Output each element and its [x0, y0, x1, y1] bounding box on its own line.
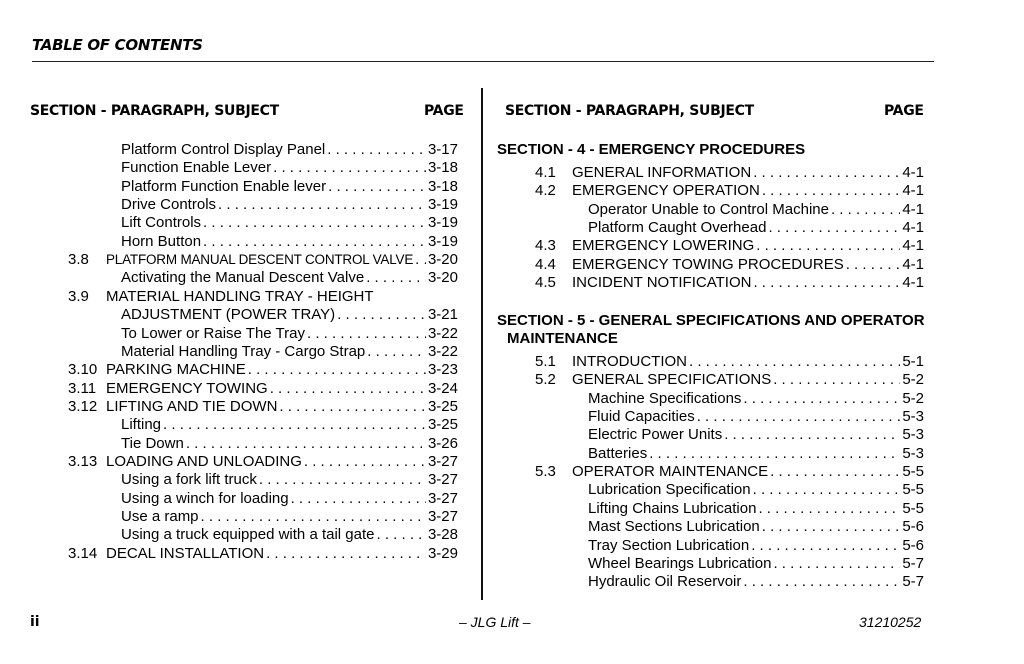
toc-dot-leader	[376, 526, 425, 544]
toc-entry-page: 5-1	[902, 353, 924, 370]
toc-dot-leader	[753, 274, 900, 292]
toc-entry-title: Electric Power Units	[588, 426, 723, 444]
toc-dot-leader	[366, 269, 426, 287]
right-column-subject-heading: SECTION - PARAGRAPH, SUBJECT	[505, 103, 754, 119]
toc-dot-leader	[203, 233, 426, 251]
toc-entry-number: 3.10	[68, 361, 98, 379]
toc-entry-title: Using a fork lift truck	[121, 471, 257, 489]
toc-dot-leader	[259, 471, 426, 489]
toc-entry-number: 4.4	[535, 255, 556, 273]
right-column-page-heading: PAGE	[884, 103, 924, 119]
toc-dot-leader	[831, 201, 900, 219]
toc-entry-page: 3-18	[427, 159, 458, 177]
toc-entry-title: Using a winch for loading	[121, 489, 289, 507]
toc-entry-page: 3-23	[427, 361, 458, 379]
toc-dot-leader	[689, 353, 900, 371]
toc-entry-page: 5-6	[902, 518, 924, 536]
toc-entry	[121, 159, 458, 177]
toc-entry	[121, 343, 458, 361]
toc-entry-page: 3-21	[427, 306, 458, 324]
toc-entry	[588, 408, 924, 426]
toc-entry-page: 3-25	[427, 416, 458, 434]
toc-entry-page: 3-27	[427, 452, 458, 470]
toc-entry-title: MATERIAL HANDLING TRAY - HEIGHT	[106, 287, 374, 305]
toc-entry-number: 5.1	[535, 353, 556, 370]
toc-dot-leader	[768, 219, 900, 237]
toc-dot-leader	[203, 214, 426, 232]
toc-entry-number: 3.14	[68, 544, 98, 562]
toc-entry-page: 3-27	[427, 508, 458, 525]
toc-entry-title: LOADING AND UNLOADING	[106, 452, 302, 470]
section-4-heading: SECTION - 4 - EMERGENCY PROCEDURES	[497, 141, 806, 158]
toc-dot-leader	[415, 251, 426, 269]
toc-dot-leader	[753, 164, 900, 182]
toc-entry	[121, 233, 458, 251]
toc-entry-page: 4-1	[902, 274, 924, 292]
toc-entry-title: INTRODUCTION	[572, 353, 687, 370]
toc-entry	[588, 426, 924, 444]
toc-entry-number: 4.2	[535, 182, 556, 200]
toc-entry-title: Material Handling Tray - Cargo Strap	[121, 342, 366, 360]
toc-entry-number: 3.11	[68, 379, 97, 397]
toc-entry-page: 3-19	[427, 196, 458, 214]
toc-dot-leader	[273, 159, 426, 177]
toc-entry	[121, 435, 458, 453]
toc-entry-page: 5-7	[902, 573, 924, 591]
toc-entry	[588, 537, 924, 555]
toc-entry	[121, 214, 458, 232]
left-column-page-heading: PAGE	[424, 103, 464, 119]
toc-dot-leader	[743, 390, 900, 408]
toc-entry-page: 3-19	[427, 232, 458, 250]
toc-entry-title: Hydraulic Oil Reservoir	[588, 573, 742, 591]
toc-entry	[588, 518, 924, 536]
toc-entry-page: 4-1	[902, 164, 924, 181]
toc-entry-number: 4.1	[535, 164, 556, 181]
toc-entry	[121, 490, 458, 508]
toc-entry-page: 5-6	[902, 536, 924, 554]
toc-entry-title: Use a ramp	[121, 508, 199, 525]
toc-dot-leader	[773, 555, 900, 573]
toc-entry	[535, 463, 924, 481]
toc-entry	[121, 416, 458, 434]
toc-entry-title: Tray Section Lubrication	[588, 536, 750, 554]
toc-dot-leader	[697, 408, 901, 426]
toc-dot-leader	[758, 500, 900, 518]
toc-entry-title: DECAL INSTALLATION	[106, 544, 265, 562]
toc-dot-leader	[304, 453, 426, 471]
toc-dot-leader	[279, 398, 426, 416]
toc-entry-title: Lifting Chains Lubrication	[588, 499, 757, 517]
toc-entry	[535, 371, 924, 389]
toc-dot-leader	[649, 445, 900, 463]
toc-entry-title: GENERAL INFORMATION	[572, 164, 752, 181]
toc-entry-page: 3-27	[427, 489, 458, 507]
toc-entry-number: 3.8	[68, 251, 89, 269]
toc-entry-title: Platform Control Display Panel	[121, 141, 326, 158]
toc-entry-page: 5-7	[902, 554, 924, 572]
toc-entry-page: 5-3	[902, 444, 924, 462]
toc-entry-page: 3-22	[427, 342, 458, 360]
section-5-heading-line1: SECTION - 5 - GENERAL SPECIFICATIONS AND OPERATOR	[497, 312, 925, 329]
toc-entry-title: Tie Down	[121, 434, 184, 452]
toc-entry-title: Batteries	[588, 444, 648, 462]
toc-entry-page: 3-20	[427, 251, 458, 269]
toc-entry	[68, 397, 458, 416]
toc-entry-title: Platform Caught Overhead	[588, 219, 767, 237]
toc-entry-title: LIFTING AND TIE DOWN	[106, 397, 278, 415]
toc-entry-title: ADJUSTMENT (POWER TRAY)	[121, 306, 336, 324]
toc-entry-page: 5-5	[902, 463, 924, 481]
toc-entry-title: INCIDENT NOTIFICATION	[572, 274, 752, 292]
toc-entry	[535, 353, 924, 371]
section-5-heading-line2: MAINTENANCE	[507, 330, 618, 347]
toc-entry	[588, 219, 924, 237]
toc-entry-title: Function Enable Lever	[121, 159, 272, 177]
toc-dot-leader	[770, 463, 900, 481]
toc-dot-leader	[753, 481, 901, 499]
toc-entry-page: 3-19	[427, 214, 458, 232]
toc-entry	[535, 255, 924, 274]
header-rule	[32, 61, 934, 62]
toc-entry-page: 4-1	[902, 237, 924, 255]
toc-entry-page: 5-3	[902, 408, 924, 426]
toc-entry-page: 3-27	[427, 471, 458, 489]
toc-dot-leader	[762, 182, 901, 200]
toc-entry	[68, 287, 458, 306]
toc-entry	[588, 390, 924, 408]
toc-dot-leader	[756, 237, 900, 255]
left-column-subject-heading: SECTION - PARAGRAPH, SUBJECT	[30, 103, 279, 119]
toc-entry-number: 3.12	[68, 397, 98, 415]
toc-entry	[121, 526, 458, 544]
toc-entry	[121, 325, 458, 343]
toc-dot-leader	[270, 380, 426, 398]
toc-entry-page: 4-1	[902, 219, 924, 237]
toc-entry-number: 4.3	[535, 237, 556, 255]
toc-dot-leader	[773, 371, 900, 389]
toc-dot-leader	[751, 537, 900, 555]
toc-entry	[121, 306, 458, 324]
toc-entry-page: 3-28	[427, 526, 458, 544]
toc-entry	[68, 361, 458, 379]
column-divider	[481, 88, 483, 600]
toc-entry-page: 5-5	[902, 481, 924, 499]
footer-brand: – JLG Lift –	[459, 614, 531, 630]
toc-entry-title: Fluid Capacities	[588, 408, 695, 426]
toc-dot-leader	[163, 416, 426, 434]
toc-entry-title: PLATFORM MANUAL DESCENT CONTROL VALVE	[106, 252, 414, 268]
toc-dot-leader	[846, 256, 901, 274]
toc-entry	[121, 141, 458, 159]
toc-dot-leader	[327, 141, 426, 159]
footer-page-number: ii	[30, 614, 40, 630]
page-title: TABLE OF CONTENTS	[32, 36, 203, 54]
toc-entry-title: EMERGENCY LOWERING	[572, 237, 755, 255]
toc-entry-page: 3-24	[427, 379, 458, 397]
toc-entry-title: Using a truck equipped with a tail gate	[121, 526, 375, 544]
toc-entry-title: GENERAL SPECIFICATIONS	[572, 371, 772, 389]
toc-entry-title: OPERATOR MAINTENANCE	[572, 463, 769, 481]
toc-entry	[588, 481, 924, 499]
toc-entry-title: Wheel Bearings Lubrication	[588, 554, 772, 572]
toc-dot-leader	[743, 573, 900, 591]
toc-entry-number: 3.13	[68, 452, 98, 470]
toc-entry-title: Drive Controls	[121, 196, 217, 214]
toc-entry-page: 5-3	[902, 426, 924, 444]
toc-entry-page: 3-18	[427, 177, 458, 195]
toc-dot-leader	[337, 306, 426, 324]
toc-entry-title: Activating the Manual Descent Valve	[121, 269, 365, 287]
toc-entry-title: Lifting	[121, 416, 162, 434]
toc-dot-leader	[248, 361, 426, 379]
toc-entry	[121, 508, 458, 526]
toc-entry-number: 4.5	[535, 274, 556, 292]
toc-entry-page: 3-20	[427, 269, 458, 287]
toc-entry-title: EMERGENCY TOWING	[106, 379, 268, 397]
toc-entry-title: PARKING MACHINE	[106, 361, 246, 379]
toc-entry-page: 3-25	[427, 397, 458, 415]
toc-entry	[121, 178, 458, 196]
toc-dot-leader	[291, 490, 426, 508]
toc-entry-page: 4-1	[902, 200, 924, 218]
footer-doc-number: 31210252	[859, 614, 922, 630]
toc-entry-title: Mast Sections Lubrication	[588, 518, 760, 536]
toc-entry	[68, 251, 458, 269]
toc-entry-page: 3-17	[427, 141, 458, 158]
toc-dot-leader	[201, 508, 426, 526]
toc-entry-title: Lift Controls	[121, 214, 202, 232]
toc-dot-leader	[266, 545, 426, 563]
toc-entry-page: 5-5	[902, 499, 924, 517]
toc-entry-page: 3-22	[427, 324, 458, 342]
toc-entry-number: 3.9	[68, 287, 89, 305]
toc-entry	[535, 274, 924, 292]
toc-entry	[68, 544, 458, 563]
toc-entry	[588, 445, 924, 463]
toc-entry-number: 5.3	[535, 463, 556, 481]
toc-dot-leader	[724, 426, 900, 444]
toc-entry-page: 4-1	[902, 182, 924, 200]
toc-entry	[588, 555, 924, 573]
toc-entry-title: Horn Button	[121, 232, 202, 250]
toc-entry	[68, 452, 458, 471]
toc-entry-title: Operator Unable to Control Machine	[588, 200, 829, 218]
toc-entry-number: 5.2	[535, 371, 556, 389]
toc-entry	[535, 164, 924, 182]
toc-entry	[121, 471, 458, 489]
toc-entry-title: Machine Specifications	[588, 389, 742, 407]
toc-entry-page: 4-1	[902, 255, 924, 273]
toc-dot-leader	[307, 325, 426, 343]
toc-entry-page: 3-29	[427, 544, 458, 562]
toc-entry-title: Lubrication Specification	[588, 481, 751, 499]
toc-entry	[588, 500, 924, 518]
toc-dot-leader	[218, 196, 426, 214]
toc-entry	[121, 269, 458, 287]
toc-entry	[68, 379, 458, 398]
toc-entry	[535, 237, 924, 255]
toc-dot-leader	[367, 343, 426, 361]
toc-dot-leader	[186, 435, 426, 453]
toc-entry-page: 3-26	[427, 434, 458, 452]
toc-entry	[121, 196, 458, 214]
toc-entry-page: 5-2	[902, 371, 924, 389]
toc-entry-title: EMERGENCY TOWING PROCEDURES	[572, 255, 844, 273]
toc-entry-title: EMERGENCY OPERATION	[572, 182, 760, 200]
toc-entry-page: 5-2	[902, 389, 924, 407]
toc-entry-title: To Lower or Raise The Tray	[121, 324, 305, 342]
toc-entry	[588, 201, 924, 219]
toc-dot-leader	[762, 518, 901, 536]
toc-entry-title: Platform Function Enable lever	[121, 177, 327, 195]
toc-entry	[588, 573, 924, 591]
toc-dot-leader	[328, 178, 426, 196]
toc-entry	[535, 182, 924, 200]
